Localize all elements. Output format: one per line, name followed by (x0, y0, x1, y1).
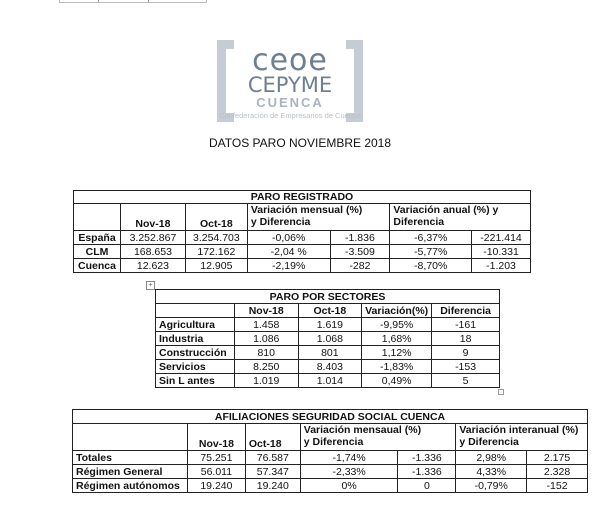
cell: -10.331 (472, 245, 531, 259)
ceoe-cepyme-logo (215, 38, 365, 124)
cell: 2.328 (527, 465, 588, 479)
logo-tagline: Confederación de Empresarios de Cuenca (219, 111, 361, 120)
cell: 75.251 (187, 451, 245, 465)
cell: -161 (432, 318, 500, 332)
table-row (156, 374, 500, 388)
row-label: Régimen autónomos (73, 479, 188, 493)
cell: 57.347 (245, 465, 300, 479)
table-row (156, 318, 500, 332)
cell: 810 (234, 346, 298, 360)
document-title: DATOS PARO NOVIEMBRE 2018 (208, 136, 392, 150)
row-label: Agricultura (156, 318, 235, 332)
table-row (156, 360, 500, 374)
logo-line1: ceoe (252, 43, 328, 78)
cell: 1.019 (234, 374, 298, 388)
logo-line2: CEPYME (247, 73, 333, 97)
row-label: Construcción (156, 346, 235, 360)
cell: -6,37% (390, 231, 472, 245)
col-header-var-mensual: Variación mensaual (%) y Diferencia (300, 424, 456, 451)
cell: 1.068 (298, 332, 362, 346)
col-header-var-mensual: Variación mensual (%) y Diferencia (247, 204, 390, 231)
cell: 1,12% (362, 346, 432, 360)
table-row (156, 346, 500, 360)
cell: -8,70% (390, 259, 472, 273)
empty-header-cell (74, 204, 121, 231)
cell: -1.836 (330, 231, 390, 245)
table-title: PARO POR SECTORES (156, 290, 500, 304)
cell: -1,83% (362, 360, 432, 374)
cell: 3.252.867 (120, 231, 185, 245)
cell: 56.011 (187, 465, 245, 479)
cell: 1.619 (298, 318, 362, 332)
cell: 18 (432, 332, 500, 346)
col-header-var-anual: Variación anual (%) y Diferencia (390, 204, 531, 231)
col-header-variacion: Variación(%) (362, 304, 432, 318)
row-label: Sin L antes (156, 374, 235, 388)
cell: 9 (432, 346, 500, 360)
cell: 0,49% (362, 374, 432, 388)
paro-registrado-table (73, 190, 531, 273)
col-header-oct: Oct-18 (245, 424, 300, 451)
table-title: PARO REGISTRADO (74, 191, 531, 204)
paro-sectores-table (155, 289, 500, 388)
table-row (73, 451, 588, 465)
cell: -2,04 % (247, 245, 330, 259)
cell: 12.905 (185, 259, 247, 273)
cell: -221.414 (472, 231, 531, 245)
col-header-var-interanual: Variación interanual (%) y Diferencia (456, 424, 588, 451)
empty-header-cell (156, 304, 235, 318)
col-header-oct: Oct-18 (298, 304, 362, 318)
cell: -1.336 (398, 451, 456, 465)
col-header-oct: Oct-18 (185, 204, 247, 231)
cell: -2,33% (300, 465, 398, 479)
cell: 172.162 (185, 245, 247, 259)
cell: -153 (432, 360, 500, 374)
cell: 801 (298, 346, 362, 360)
cell: -2,19% (247, 259, 330, 273)
table-row (156, 332, 500, 346)
table-move-handle-icon[interactable]: + (146, 281, 155, 290)
col-header-diferencia: Diferencia (432, 304, 500, 318)
cell: 1.086 (234, 332, 298, 346)
cell: 1,68% (362, 332, 432, 346)
row-label: España (74, 231, 121, 245)
cell: 1.458 (234, 318, 298, 332)
table-row (73, 465, 588, 479)
col-header-nov: Nov-18 (234, 304, 298, 318)
table-row (74, 245, 531, 259)
table-row (74, 259, 531, 273)
cell: 19.240 (187, 479, 245, 493)
cell: 1.014 (298, 374, 362, 388)
row-label: Régimen General (73, 465, 188, 479)
col-header-nov: Nov-18 (187, 424, 245, 451)
cell: 8.403 (298, 360, 362, 374)
row-label: CLM (74, 245, 121, 259)
table-resize-handle[interactable] (498, 389, 504, 395)
cell: 168.653 (120, 245, 185, 259)
cell: 8.250 (234, 360, 298, 374)
cell: 2.175 (527, 451, 588, 465)
cell: -5,77% (390, 245, 472, 259)
afiliaciones-table (72, 409, 588, 493)
table-title: AFILIACIONES SEGURIDAD SOCIAL CUENCA (73, 410, 588, 424)
col-header-nov: Nov-18 (120, 204, 185, 231)
table-row (73, 479, 588, 493)
cell: 5 (432, 374, 500, 388)
cell: 12.623 (120, 259, 185, 273)
cell: -1.203 (472, 259, 531, 273)
row-label: Servicios (156, 360, 235, 374)
cell: 3.254.703 (185, 231, 247, 245)
cell: 0 (398, 479, 456, 493)
cell: -0,06% (247, 231, 330, 245)
cell: -1,74% (300, 451, 398, 465)
row-label: Cuenca (74, 259, 121, 273)
cell: -282 (330, 259, 390, 273)
cell: 76.587 (245, 451, 300, 465)
row-label: Totales (73, 451, 188, 465)
top-text-frame (59, 0, 207, 3)
table-row (74, 231, 531, 245)
cell: 0% (300, 479, 398, 493)
cell: 4,33% (456, 465, 527, 479)
empty-header-cell (73, 424, 188, 451)
row-label: Industria (156, 332, 235, 346)
cell: -3.509 (330, 245, 390, 259)
logo-line3: CUENCA (256, 95, 324, 110)
cell: -152 (527, 479, 588, 493)
cell: 19.240 (245, 479, 300, 493)
cell: -0,79% (456, 479, 527, 493)
cell: -9,95% (362, 318, 432, 332)
cell: 2,98% (456, 451, 527, 465)
cell: -1.336 (398, 465, 456, 479)
